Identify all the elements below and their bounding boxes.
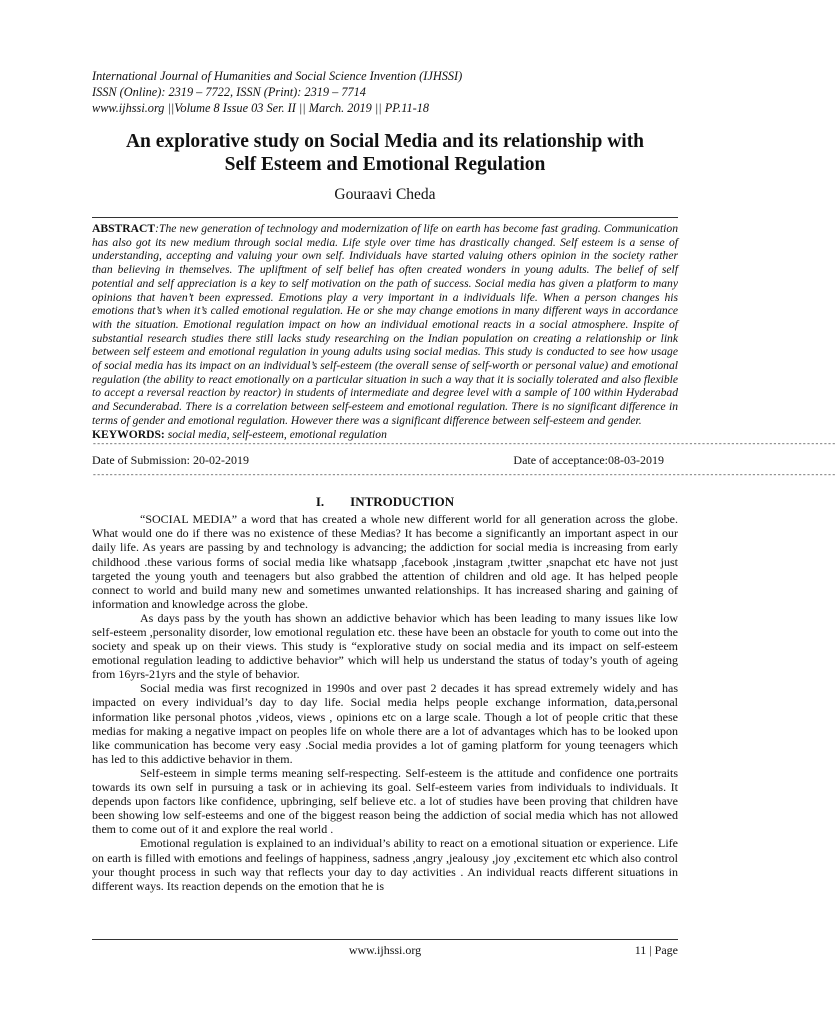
keywords-text: social media, self-esteem, emotional regulation — [167, 427, 387, 441]
dash-divider-bottom: --------------------------------------------------------------------------------------------------------------------------------------------------------------------------------- — [92, 471, 836, 481]
paragraph: “SOCIAL MEDIA” a word that has created a whole new different world for all generation across the globe. What would one do if there was no existence of these Medias? It has become a significantly an important aspect in our daily life. As years are passing by and technology is advancing; the addiction for social media is increasing from early childhood .these various forms of social media like whatsapp ,facebook ,instagram ,twitter ,snapchat etc have not just targeted the young youth and teenagers but also grabbed the attention of children and old age. It has helped people connect to world and build many new and sometimes unwanted relationships. It has increased sharing and gaining of information and knowledge across the globe. — [92, 512, 678, 611]
paragraph: Emotional regulation is explained to an individual’s ability to react on a emotional situation or experience. Life on earth is filled with emotions and feelings of happiness, sadness ,angry ,jealousy ,joy ,excitement etc which also control your thought process in such way that reflects your day to day activities . An individual reacts different situations in different ways. Its reaction depends on the emotion that he is — [92, 836, 678, 893]
keywords-label: KEYWORDS: — [92, 427, 165, 441]
author-name: Gouraavi Cheda — [334, 186, 436, 203]
journal-issn: ISSN (Online): 2319 – 7722, ISSN (Print): 2319 – 7714 — [92, 85, 366, 99]
section-heading — [92, 494, 678, 510]
page — [92, 68, 836, 893]
section-number: I. — [315, 494, 325, 510]
keywords — [92, 428, 678, 442]
journal-header — [92, 68, 678, 116]
page-number: 11 | Page — [634, 943, 678, 957]
journal-volume[interactable]: www.ijhssi.org ||Volume 8 Issue 03 Ser. II || March. 2019 || PP.11-18 — [92, 101, 430, 115]
abstract-label: ABSTRACT — [92, 222, 156, 235]
paper-title-line2: Self Esteem and Emotional Regulation — [224, 154, 546, 175]
paragraph: Self-esteem in simple terms meaning self-respecting. Self-esteem is the attitude and confidence one portraits towards its own self in pursuing a task or in achieving its goal. Self-esteem varies from individuals to individuals. It depends upon factors like confidence, upbringing, self believe etc. a lot of studies have been proving that children have been showing low self-esteems and one of the biggest reason being the addiction of social media which has not allowed them to come out of it and explore the real world . — [92, 765, 678, 837]
acceptance-date: Date of acceptance:08-03-2019 — [513, 453, 664, 468]
journal-name: International Journal of Humanities and Social Science Invention (IJHSSI) — [92, 69, 463, 83]
section-title: INTRODUCTION — [350, 494, 455, 510]
submission-date: Date of Submission: 20-02-2019 — [92, 453, 249, 468]
footer-site-link[interactable]: www.ijhssi.org — [348, 943, 422, 957]
paragraph: As days pass by the youth has shown an addictive behavior which has been leading to many issues like low self-esteem ,personality disorder, low emotional regulation etc. these have been an obstacle for youth to come out into the society and speak up on their views. This study is “explorative study on social media and its impact on self-esteem emotional regulation leading to addictive behavior” which will help us understand the status of today’s youth of ageing from 16yrs-21yrs and the style of behavior. — [92, 610, 678, 682]
page-footer — [92, 939, 678, 958]
dash-divider-top: --------------------------------------------------------------------------------------------------------------------------------------------------------------------------------- — [92, 440, 836, 450]
dates-row — [92, 453, 678, 468]
paper-title-line1: An explorative study on Social Media and its relationship with — [125, 131, 645, 152]
paper-title — [92, 130, 678, 176]
body-text — [92, 512, 678, 893]
abstract — [92, 222, 678, 428]
abstract-top-rule — [92, 217, 678, 218]
paragraph: Social media was first recognized in 1990s and over past 2 decades it has spread extremely widely and has impacted on every individual’s day to day life. Social media helps people exchange information, data,personal information like personal photos ,videos, views , opinions etc on a large scale. Though a lot of people critic that these medias for making a negative impact on peoples life on whole there are a lot of advantages which has to be looked upon like communication has become very easy .Social media provides a lot of gaming platform for young teenagers which has led to this addictive behavior in them. — [92, 681, 678, 766]
abstract-text: :The new generation of technology and modernization of life on earth has become fast grading. Communication has also got its new medium through social media. Life style over time has drastically changed. Self esteem is a sense of understanding, accepting and valuing your own self. Individuals have started valuing others opinion in the society rather than believing in themselves. The upliftment of self belief has often created wonders in young adults. The belief of self potential and self appreciation is a key to self motivation on the path of success. Social media has given a platform to many opinions that haven’t been expressed. Emotions play a very important in a individuals life. When a person changes his emotions that’s when it’s called emotional regulation. He or she may change emotions in many different ways in accordance with the situation. Emotional regulation impact on how an individual emotional reacts in a social atmosphere. Inspite of substantial research studies there still lacks study researching on the Indian population on creating a relationship or link between self esteem and emotional regulation in young adults using social medias. This study is conducted to see how usage of social media has its impact on an individual’s self-esteem (the overall sense of self-worth or personal value) and emotional regulation (the ability to react emotionally on a particular situation in such a way that it is socially tolerated and also flexible to accept a reversal reaction by reactor) in students of intermediate and degree level with a sample of 100 within Hyderabad and Secunderabad. There is a correlation between self-esteem and emotional regulation. There is no significant difference in terms of gender and emotional regulation. However there was a significant difference between self-esteem and gender. — [92, 222, 678, 427]
